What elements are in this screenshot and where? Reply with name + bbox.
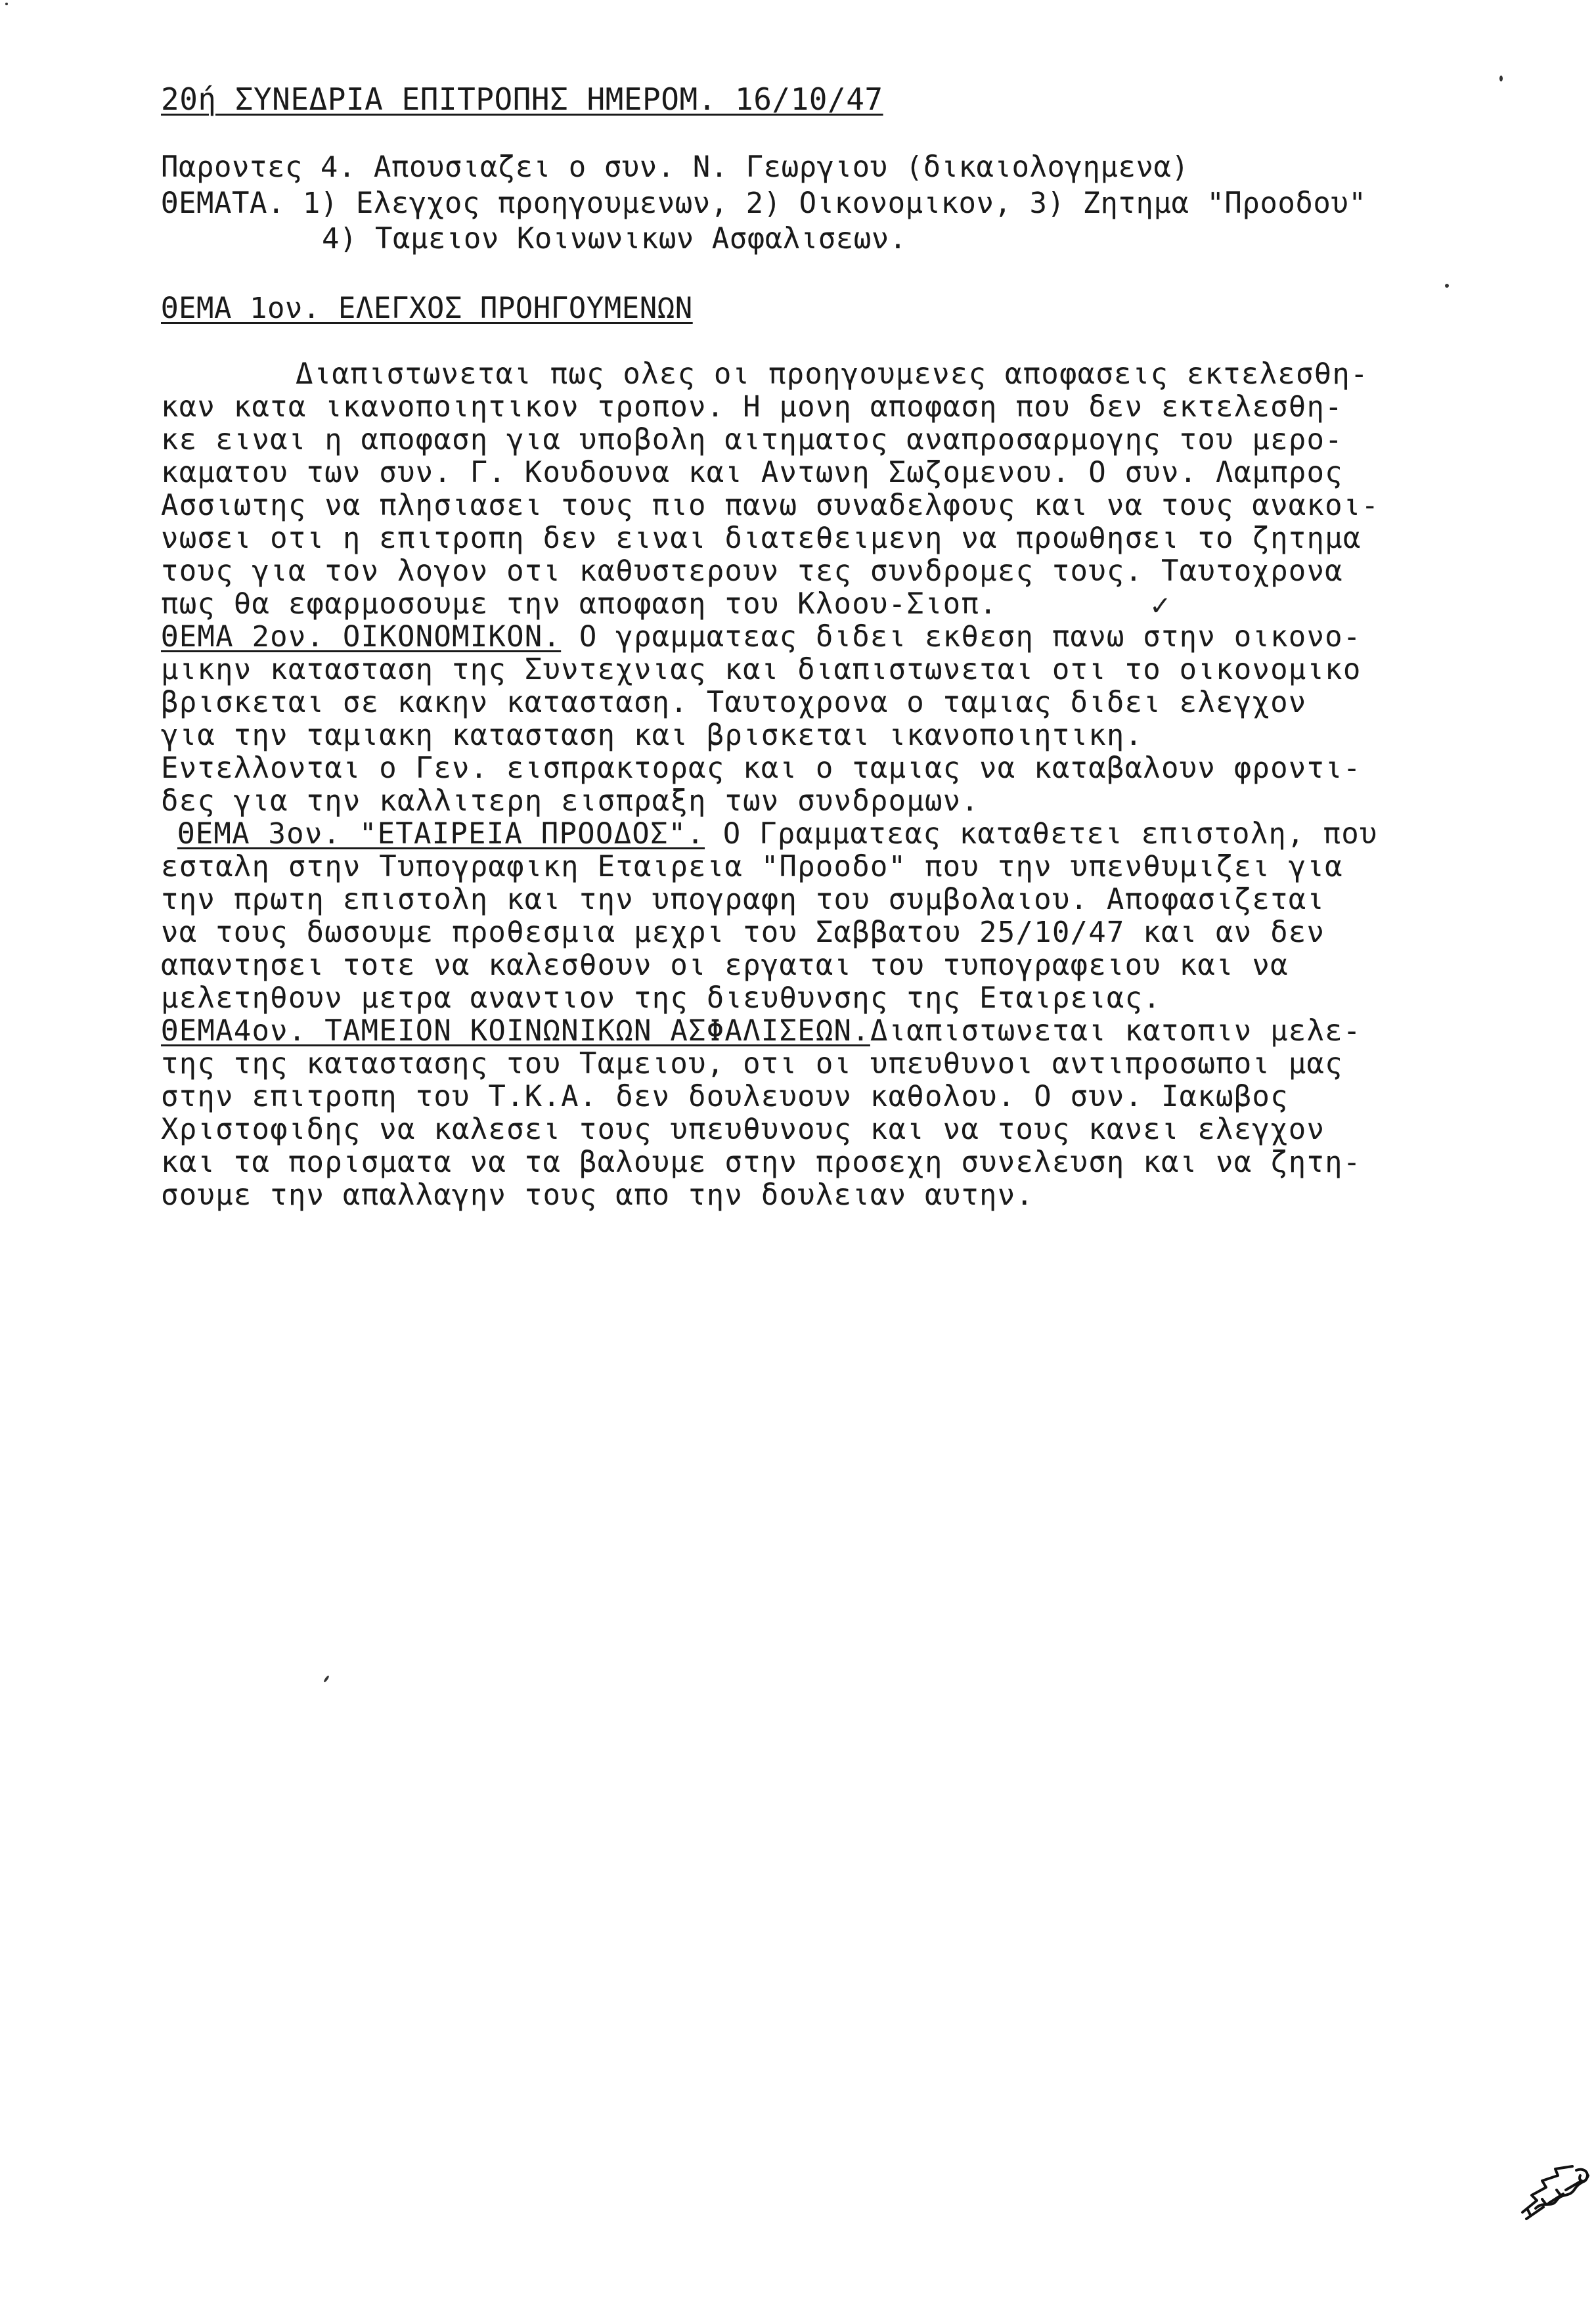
theme-1-line: κε ειναι η αποφαση για υποβολη αιτηματος αναπροσαρμογης του μερο- (161, 423, 1343, 457)
theme-2-first-line (161, 620, 1362, 654)
theme-1-line: Διαπιστωνεται πως ολες οι προηγουμενες αποφασεις εκτελεσθη- (296, 357, 1369, 391)
theme-2-line: για την ταμιακη κατασταση και βρισκεται ικανοποιητικη. (161, 719, 1143, 752)
theme-3-line: μελετηθουν μετρα αναντιον της διευθυνσης της Εταιρειας. (161, 981, 1161, 1015)
handwritten-initials-stamp (1517, 2161, 1593, 2223)
theme-3-line: εσταλη στην Τυπογραφικη Εταιρεια "Προοδο" που την υπενθυμιζει για (161, 850, 1343, 883)
theme-4-heading: ΘΕΜΑ4ον. ΤΑΜΕΙΟΝ ΚΟΙΝΩΝΙΚΩΝ ΑΣΦΑΛΙΣΕΩΝ. (161, 1014, 870, 1048)
scan-speck (1499, 76, 1503, 81)
theme-2-heading: ΘΕΜΑ 2ον. ΟΙΚΟΝΟΜΙΚΟΝ. (161, 620, 562, 654)
theme-1-line: νωσει οτι η επιτροπη δεν ειναι διατεθειμενη να προωθησει το ζητημα (161, 522, 1362, 555)
theme-4-line: Χριστοφιδης να καλεσει τους υπευθυνους και να τους κανει ελεγχον (161, 1113, 1325, 1146)
scan-speck (1445, 284, 1449, 288)
scan-speck (323, 1675, 330, 1683)
theme-4-intro: Διαπιστωνεται κατοπιν μελε- (870, 1014, 1362, 1048)
theme-3-intro: Ο Γραμματεας καταθετει επιστολη, που (705, 817, 1378, 851)
theme-4-line: στην επιτροπη του Τ.Κ.Α. δεν δουλευουν καθολου. Ο συν. Ιακωβος (161, 1080, 1289, 1113)
theme-2-line: μικην κατασταση της Συντεχνιας και διαπιστωνεται οτι το οικονομικο (161, 653, 1362, 686)
topics-line-2: 4) Ταμειον Κοινωνικων Ασφαλισεων. (322, 222, 907, 256)
theme-4-line: σουμε την απαλλαγην τους απο την δουλειαν αυτην. (161, 1178, 1034, 1212)
meeting-header: 20ή ΣΥΝΕΔΡΙΑ ΕΠΙΤΡΟΠΗΣ ΗΜΕΡΟΜ. 16/10/47 (161, 81, 883, 117)
theme-3-first-line (177, 817, 1378, 851)
theme-2-line: δες για την καλλιτερη εισπραξη των συνδρομων. (161, 784, 980, 818)
theme-3-heading: ΘΕΜΑ 3ον. "ΕΤΑΙΡΕΙΑ ΠΡΟΟΔΟΣ". (177, 817, 705, 851)
check-mark-icon: ✓ (1149, 591, 1172, 621)
theme-1-line: καματου των συν. Γ. Κουδουνα και Αντωνη Σωζομενου. Ο συν. Λαμπρος (161, 456, 1343, 489)
theme-4-line: της της καταστασης του Ταμειου, οτι οι υπευθυνοι αντιπροσωποι μας (161, 1047, 1343, 1081)
theme-1-line: τους για τον λογον οτι καθυστερουν τες συνδρομες τους. Ταυτοχρονα (161, 554, 1343, 588)
theme-2-intro: Ο γραμματεας διδει εκθεση πανω στην οικονο- (561, 620, 1362, 654)
scan-speck (5, 3, 8, 5)
theme-4-line: και τα πορισματα να τα βαλουμε στην προσεχη συνελευση και να ζητη- (161, 1146, 1362, 1179)
theme-3-line: την πρωτη επιστολη και την υπογραφη του συμβολαιου. Αποφασιζεται (161, 883, 1325, 916)
theme-1-heading: ΘΕΜΑ 1ον. ΕΛΕΓΧΟΣ ΠΡΟΗΓΟΥΜΕΝΩΝ (161, 292, 693, 325)
theme-1-line: Ασσιωτης να πλησιασει τους πιο πανω συναδελφους και να τους ανακοι- (161, 489, 1380, 522)
theme-1-line: πως θα εφαρμοσουμε την αποφαση του Κλοου-Σιοπ. (161, 587, 998, 621)
theme-3-line: να τους δωσουμε προθεσμια μεχρι του Σαββατου 25/10/47 και αν δεν (161, 916, 1325, 949)
theme-3-line: απαντησει τοτε να καλεσθουν οι εργαται του τυπογραφειου και να (161, 949, 1289, 982)
theme-4-first-line (161, 1014, 1362, 1048)
theme-2-line: Εντελλονται ο Γεν. εισπρακτορας και ο ταμιας να καταβαλουν φροντι- (161, 751, 1362, 785)
theme-1-line: καν κατα ικανοποιητικον τροπον. Η μονη αποφαση που δεν εκτελεσθη- (161, 390, 1343, 424)
theme-2-line: βρισκεται σε κακην κατασταση. Ταυτοχρονα ο ταμιας διδει ελεγχον (161, 686, 1307, 719)
topics-line-1: ΘΕΜΑΤΑ. 1) Ελεγχος προηγουμενων, 2) Οικονομικον, 3) Ζητημα "Προοδου" (161, 187, 1367, 220)
attendance-line: Παροντες 4. Απουσιαζει ο συν. Ν. Γεωργιου (δικαιολογημενα) (161, 150, 1189, 184)
